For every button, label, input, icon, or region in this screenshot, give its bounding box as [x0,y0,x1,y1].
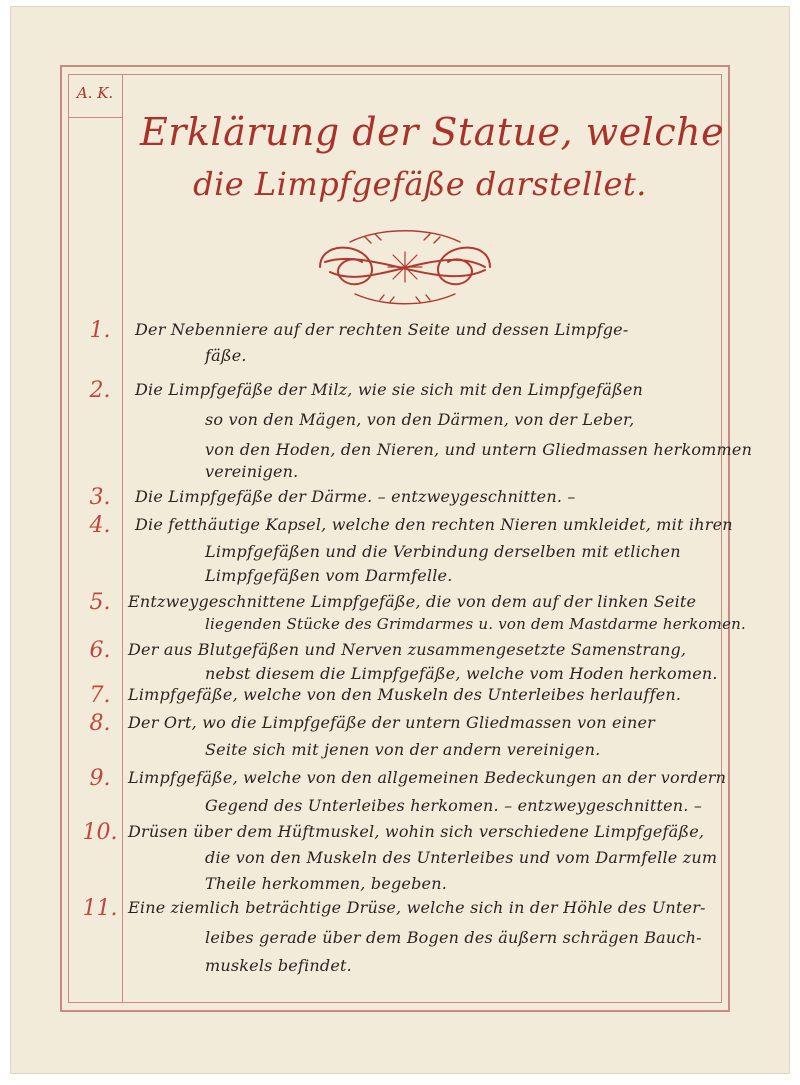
entry-number-6: 6. [89,638,111,663]
title-line-1: Erklärung der Statue, welche [140,110,725,154]
entry-10-line-1: Drüsen über dem Hüftmuskel, wohin sich verschiedene Limpfgefäße, [128,822,705,841]
number-column-rule [122,74,123,1003]
entry-8-line-1: Der Ort, wo die Limpfgefäße der untern Gliedmassen von einer [128,713,655,732]
entry-9-line-1: Limpfgefäße, welche von den allgemeinen Bedeckungen an der vordern [128,768,727,787]
entry-5-line-1: Entzweygeschnittene Limpfgefäße, die von dem auf der linken Seite [128,592,697,611]
entry-number-2: 2. [89,378,111,403]
entry-9-line-2: Gegend des Unterleibes herkomen. – entzweygeschnitten. – [205,796,703,815]
entry-6-line-1: Der aus Blutgefäßen und Nerven zusammengesetzte Samenstrang, [128,640,687,659]
entry-3-line-1: Die Limpfgefäße der Därme. – entzweygeschnitten. – [135,487,576,506]
entry-1-line-1: Der Nebenniere auf der rechten Seite und dessen Limpfge- [135,320,629,339]
entry-number-3: 3. [89,485,111,510]
entry-2-line-3: von den Hoden, den Nieren, und untern Gliedmassen herkommen [205,440,753,459]
entry-number-11: 11. [82,896,118,921]
entry-4-line-2: Limpfgefäßen und die Verbindung derselben mit etlichen [205,542,681,561]
entry-10-line-2: die von den Muskeln des Unterleibes und vom Darmfelle zum [205,848,718,867]
entry-2-line-2: so von den Mägen, von den Därmen, von der Leber, [205,410,635,429]
entry-number-4: 4. [89,513,111,538]
entry-1-line-2: fäße. [205,346,247,365]
label-box-rule [68,117,122,118]
entry-2-line-1: Die Limpfgefäße der Milz, wie sie sich mit den Limpfgefäßen [135,380,644,399]
title-line-2: die Limpfgefäße darstellet. [193,165,647,203]
entry-number-5: 5. [89,590,111,615]
entry-11-line-3: muskels befindet. [205,956,352,975]
entry-8-line-2: Seite sich mit jenen von der andern vereinigen. [205,740,601,759]
entry-4-line-1: Die fetthäutige Kapsel, welche den rechten Nieren umkleidet, mit ihren [135,515,733,534]
entry-11-line-1: Eine ziemlich beträchtige Drüse, welche sich in der Höhle des Unter- [128,898,706,917]
entry-number-9: 9. [89,766,111,791]
entry-number-8: 8. [89,711,111,736]
entry-number-10: 10. [82,820,118,845]
entry-2-line-4: vereinigen. [205,462,299,481]
corner-label: A. K. [76,84,114,102]
entry-number-1: 1. [89,318,111,343]
entry-6-line-2: nebst diesem die Limpfgefäße, welche vom Hoden herkomen. [205,664,718,683]
entry-5-line-2: liegenden Stücke des Grimdarmes u. von dem Mastdarme herkomen. [205,615,746,633]
entry-4-line-3: Limpfgefäßen vom Darmfelle. [205,566,453,585]
entry-10-line-3: Theile herkommen, begeben. [205,874,447,893]
entry-7-line-1: Limpfgefäße, welche von den Muskeln des Unterleibes herlauffen. [128,685,682,704]
entry-11-line-2: leibes gerade über dem Bogen des äußern schrägen Bauch- [205,928,702,947]
calligraphic-flourish [300,222,510,312]
entry-number-7: 7. [89,683,111,708]
